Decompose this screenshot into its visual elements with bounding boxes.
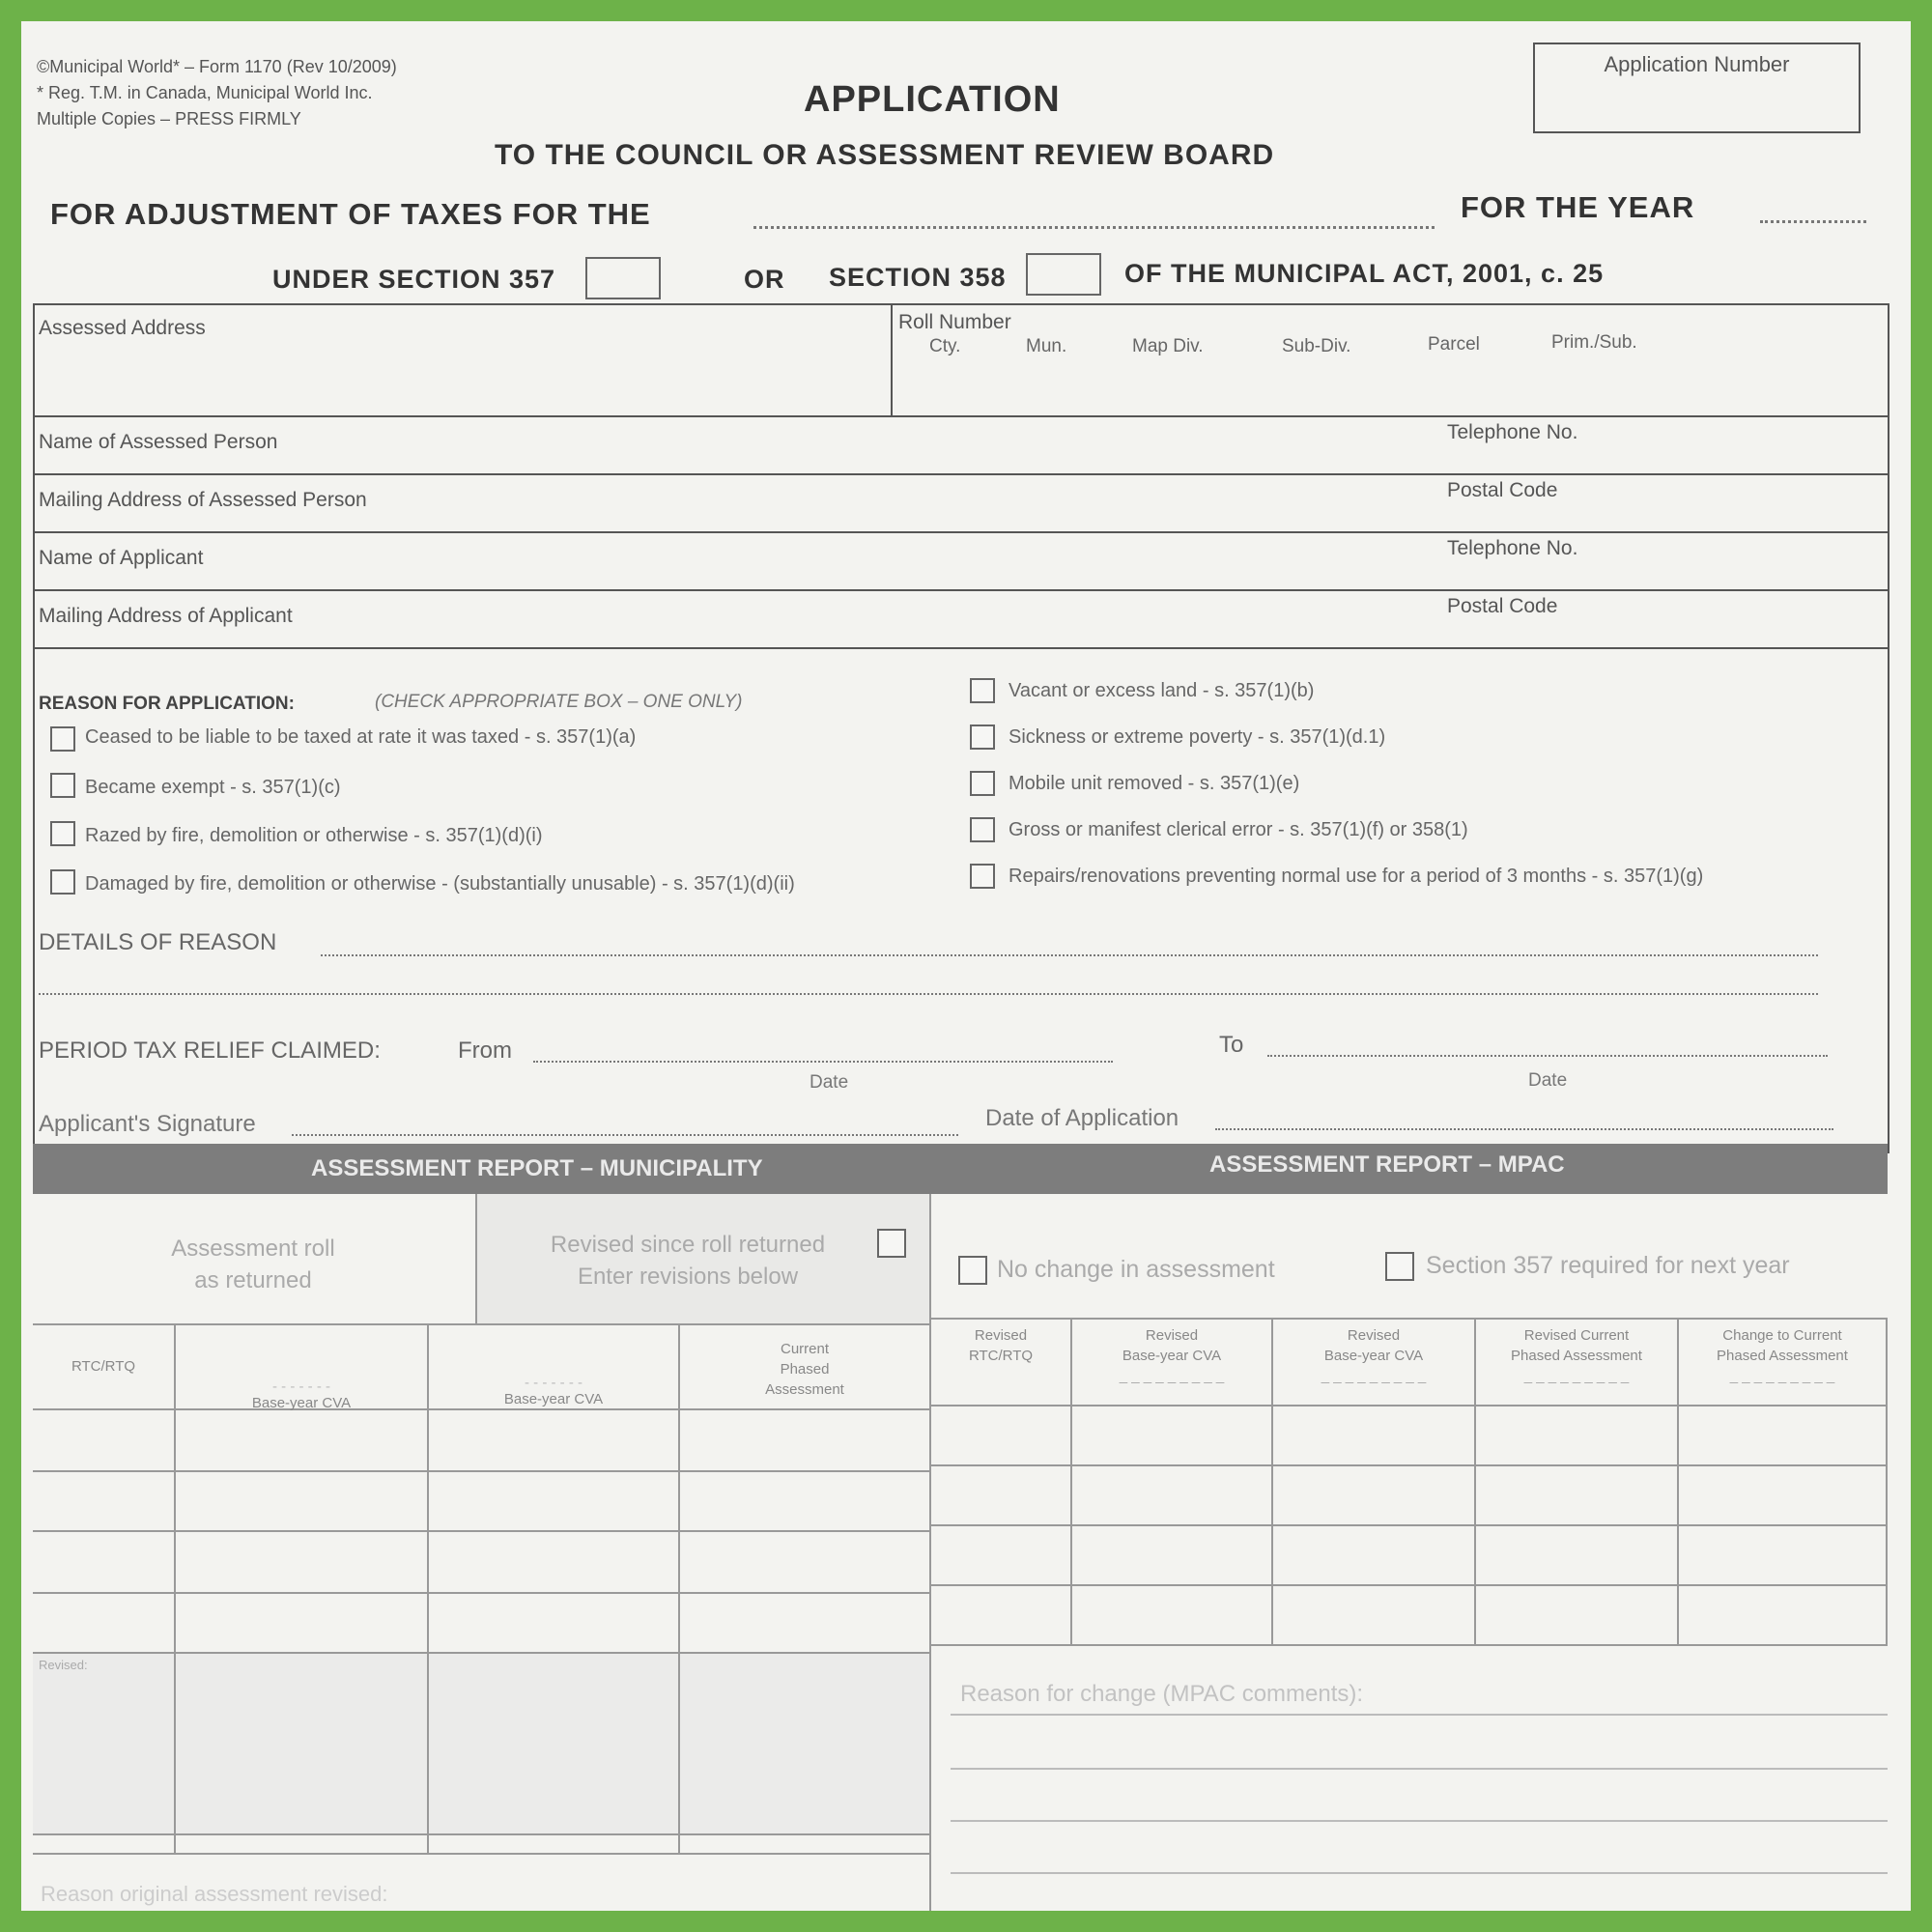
column-header-line: Revised	[1347, 1327, 1401, 1344]
column-header-blank: _ _ _ _ _ _ _ _ _	[1119, 1368, 1225, 1384]
section-357-box[interactable]	[585, 257, 661, 299]
column-header-line: Base-year CVA	[251, 1395, 352, 1411]
column-header	[429, 1375, 678, 1409]
divider	[33, 647, 1889, 649]
revised-since-line: Enter revisions below	[577, 1264, 799, 1290]
reason-checkbox[interactable]	[970, 724, 995, 750]
form-subtitle: TO THE COUNCIL OR ASSESSMENT REVIEW BOARD	[495, 139, 1275, 171]
roll-part-label: Mun.	[1026, 336, 1067, 356]
mpac-report-title: ASSESSMENT REPORT – MPAC	[1209, 1151, 1565, 1178]
reason-label: Gross or manifest clerical error - s. 357(1)(f) or 358(1)	[1009, 819, 1468, 840]
year-blank[interactable]	[1760, 220, 1866, 223]
publisher-line: * Reg. T.M. in Canada, Municipal World Inc.	[37, 83, 373, 102]
postal-code-label: Postal Code	[1447, 595, 1558, 617]
reason-label: Sickness or extreme poverty - s. 357(1)(d.1)	[1009, 726, 1386, 748]
column-header	[680, 1339, 929, 1400]
roll-part-label: Sub-Div.	[1282, 336, 1351, 356]
revised-since-label	[504, 1229, 871, 1293]
name-applicant-label: Name of Applicant	[39, 547, 204, 569]
column-header-line: Revised	[974, 1327, 1028, 1344]
reason-checkbox[interactable]	[970, 864, 995, 889]
form-title: APPLICATION	[804, 79, 1061, 120]
reason-checkbox[interactable]	[970, 817, 995, 842]
divider	[475, 1194, 477, 1323]
column-header-line: RTC/RTQ	[71, 1358, 136, 1375]
divider	[33, 473, 1889, 475]
application-date-line[interactable]	[1215, 1128, 1833, 1130]
roll-as-returned-label	[118, 1233, 388, 1296]
no-change-label: No change in assessment	[997, 1256, 1275, 1283]
column-header	[931, 1325, 1070, 1366]
column-header-line: Base-year CVA	[503, 1391, 604, 1407]
column-header-blank: - - - - - - -	[272, 1378, 330, 1395]
table-line	[33, 1833, 931, 1835]
revised-row-label: Revised:	[39, 1658, 88, 1672]
details-line[interactable]	[321, 954, 1818, 956]
reason-label: Vacant or excess land - s. 357(1)(b)	[1009, 680, 1315, 701]
reason-checkbox[interactable]	[970, 771, 995, 796]
reason-checkbox[interactable]	[50, 726, 75, 752]
column-header-line: Phased Assessment	[1511, 1348, 1642, 1364]
reason-label: Ceased to be liable to be taxed at rate it was taxed - s. 357(1)(a)	[85, 726, 637, 748]
from-date-line[interactable]	[533, 1061, 1113, 1063]
date-of-application-label: Date of Application	[985, 1105, 1179, 1131]
adjustment-line: FOR ADJUSTMENT OF TAXES FOR THE	[50, 197, 651, 231]
revised-rows-shade	[33, 1654, 929, 1833]
roll-as-returned-line: as returned	[194, 1267, 312, 1293]
application-number-label: Application Number	[1604, 52, 1790, 76]
for-the-year-label: FOR THE YEAR	[1461, 190, 1695, 224]
publisher-line: Multiple Copies – PRESS FIRMLY	[37, 109, 301, 128]
column-header-line: Phased Assessment	[1717, 1348, 1848, 1364]
date-label: Date	[810, 1072, 849, 1093]
divider	[1886, 1318, 1888, 1646]
table-line	[929, 1584, 1888, 1586]
municipality-report-title: ASSESSMENT REPORT – MUNICIPALITY	[311, 1155, 763, 1181]
publisher-line: ©Municipal World* – Form 1170 (Rev 10/2009)	[37, 57, 397, 76]
comment-line[interactable]	[951, 1872, 1888, 1874]
no-change-checkbox[interactable]	[958, 1256, 987, 1285]
mailing-applicant-label: Mailing Address of Applicant	[39, 605, 293, 627]
name-assessed-label: Name of Assessed Person	[39, 431, 278, 453]
column-header-line: Current	[780, 1341, 830, 1357]
details-line[interactable]	[39, 993, 1818, 995]
telephone-label: Telephone No.	[1447, 537, 1578, 559]
reason-checkbox[interactable]	[50, 773, 75, 798]
divider	[678, 1323, 680, 1853]
reason-label: Repairs/renovations preventing normal use for a period of 3 months - s. 357(1)(g)	[1009, 866, 1704, 887]
telephone-label: Telephone No.	[1447, 421, 1578, 443]
postal-code-label: Postal Code	[1447, 479, 1558, 501]
application-number-box[interactable]	[1533, 43, 1861, 133]
reason-label: Mobile unit removed - s. 357(1)(e)	[1009, 773, 1300, 794]
column-header	[1273, 1325, 1474, 1386]
date-label: Date	[1528, 1070, 1568, 1091]
table-line	[929, 1405, 1888, 1406]
mailing-assessed-label: Mailing Address of Assessed Person	[39, 489, 367, 511]
section-357-label: UNDER SECTION 357	[272, 265, 556, 294]
column-header-blank: _ _ _ _ _ _ _ _ _	[1729, 1368, 1835, 1384]
section-358-box[interactable]	[1026, 253, 1101, 296]
column-header-blank: _ _ _ _ _ _ _ _ _	[1321, 1368, 1427, 1384]
table-line	[929, 1318, 1888, 1320]
table-line	[33, 1592, 931, 1594]
signature-line[interactable]	[292, 1134, 958, 1136]
column-header	[33, 1356, 174, 1377]
revised-checkbox[interactable]	[877, 1229, 906, 1258]
table-line	[33, 1323, 931, 1325]
divider	[33, 415, 1889, 417]
reason-label: Became exempt - s. 357(1)(c)	[85, 777, 341, 798]
roll-part-label: Parcel	[1428, 334, 1480, 355]
roll-part-label: Prim./Sub.	[1551, 332, 1637, 353]
table-line	[33, 1853, 931, 1855]
reason-checkbox[interactable]	[50, 821, 75, 846]
reason-heading: REASON FOR APPLICATION:	[39, 694, 295, 714]
roll-as-returned-line: Assessment roll	[171, 1236, 335, 1262]
roll-part-label: Map Div.	[1132, 336, 1204, 356]
municipal-act-label: OF THE MUNICIPAL ACT, 2001, c. 25	[1124, 259, 1605, 288]
table-line	[33, 1470, 931, 1472]
roll-number-label: Roll Number	[898, 311, 1011, 333]
column-header-line: Revised Current	[1523, 1327, 1630, 1344]
column-header-line: Revised	[1145, 1327, 1199, 1344]
reason-label: Damaged by fire, demolition or otherwise - (substantially unusable) - s. 357(1)(d)(ii)	[85, 873, 795, 895]
roll-part-label: Cty.	[929, 336, 961, 356]
publisher-info	[37, 54, 397, 132]
table-line	[929, 1464, 1888, 1466]
tax-type-blank[interactable]	[753, 226, 1435, 229]
table-line	[929, 1524, 1888, 1526]
comment-line[interactable]	[951, 1768, 1888, 1770]
from-label: From	[458, 1037, 512, 1064]
divider	[33, 531, 1889, 533]
or-label: OR	[744, 265, 785, 294]
column-header-line: Phased	[780, 1361, 830, 1378]
table-line	[33, 1530, 931, 1532]
revised-since-line: Revised since roll returned	[550, 1232, 826, 1258]
column-header	[176, 1378, 427, 1413]
comment-line[interactable]	[951, 1714, 1888, 1716]
to-label: To	[1219, 1032, 1244, 1058]
form-page	[21, 21, 1911, 1911]
section-358-label: SECTION 358	[829, 263, 1007, 292]
reason-original-label: Reason original assessment revised:	[41, 1882, 388, 1906]
to-date-line[interactable]	[1267, 1055, 1828, 1057]
divider	[33, 589, 1889, 591]
column-header-blank: - - - - - - -	[525, 1375, 582, 1391]
column-header-blank: _ _ _ _ _ _ _ _ _	[1523, 1368, 1630, 1384]
reason-checkbox[interactable]	[50, 869, 75, 895]
table-line	[929, 1644, 1888, 1646]
section-357-next-label: Section 357 required for next year	[1426, 1252, 1790, 1279]
period-label: PERIOD TAX RELIEF CLAIMED:	[39, 1037, 381, 1064]
divider	[891, 303, 893, 417]
details-label: DETAILS OF REASON	[39, 929, 277, 955]
signature-label: Applicant's Signature	[39, 1111, 256, 1137]
column-header-line: Change to Current	[1722, 1327, 1842, 1344]
column-header	[1476, 1325, 1677, 1386]
column-header	[1072, 1325, 1271, 1386]
reason-for-change-label: Reason for change (MPAC comments):	[960, 1681, 1364, 1707]
column-header-line: RTC/RTQ	[968, 1348, 1034, 1364]
reason-label: Razed by fire, demolition or otherwise - s. 357(1)(d)(i)	[85, 825, 543, 846]
comment-line[interactable]	[951, 1820, 1888, 1822]
assessed-address-label: Assessed Address	[39, 317, 206, 339]
divider	[929, 1194, 931, 1911]
column-header	[1679, 1325, 1886, 1386]
column-header-line: Base-year CVA	[1122, 1348, 1222, 1364]
column-header-line: Assessment	[765, 1381, 844, 1398]
reason-instruction: (CHECK APPROPRIATE BOX – ONE ONLY)	[375, 692, 743, 712]
reason-checkbox[interactable]	[970, 678, 995, 703]
column-header-line: Base-year CVA	[1323, 1348, 1424, 1364]
section-357-next-checkbox[interactable]	[1385, 1252, 1414, 1281]
